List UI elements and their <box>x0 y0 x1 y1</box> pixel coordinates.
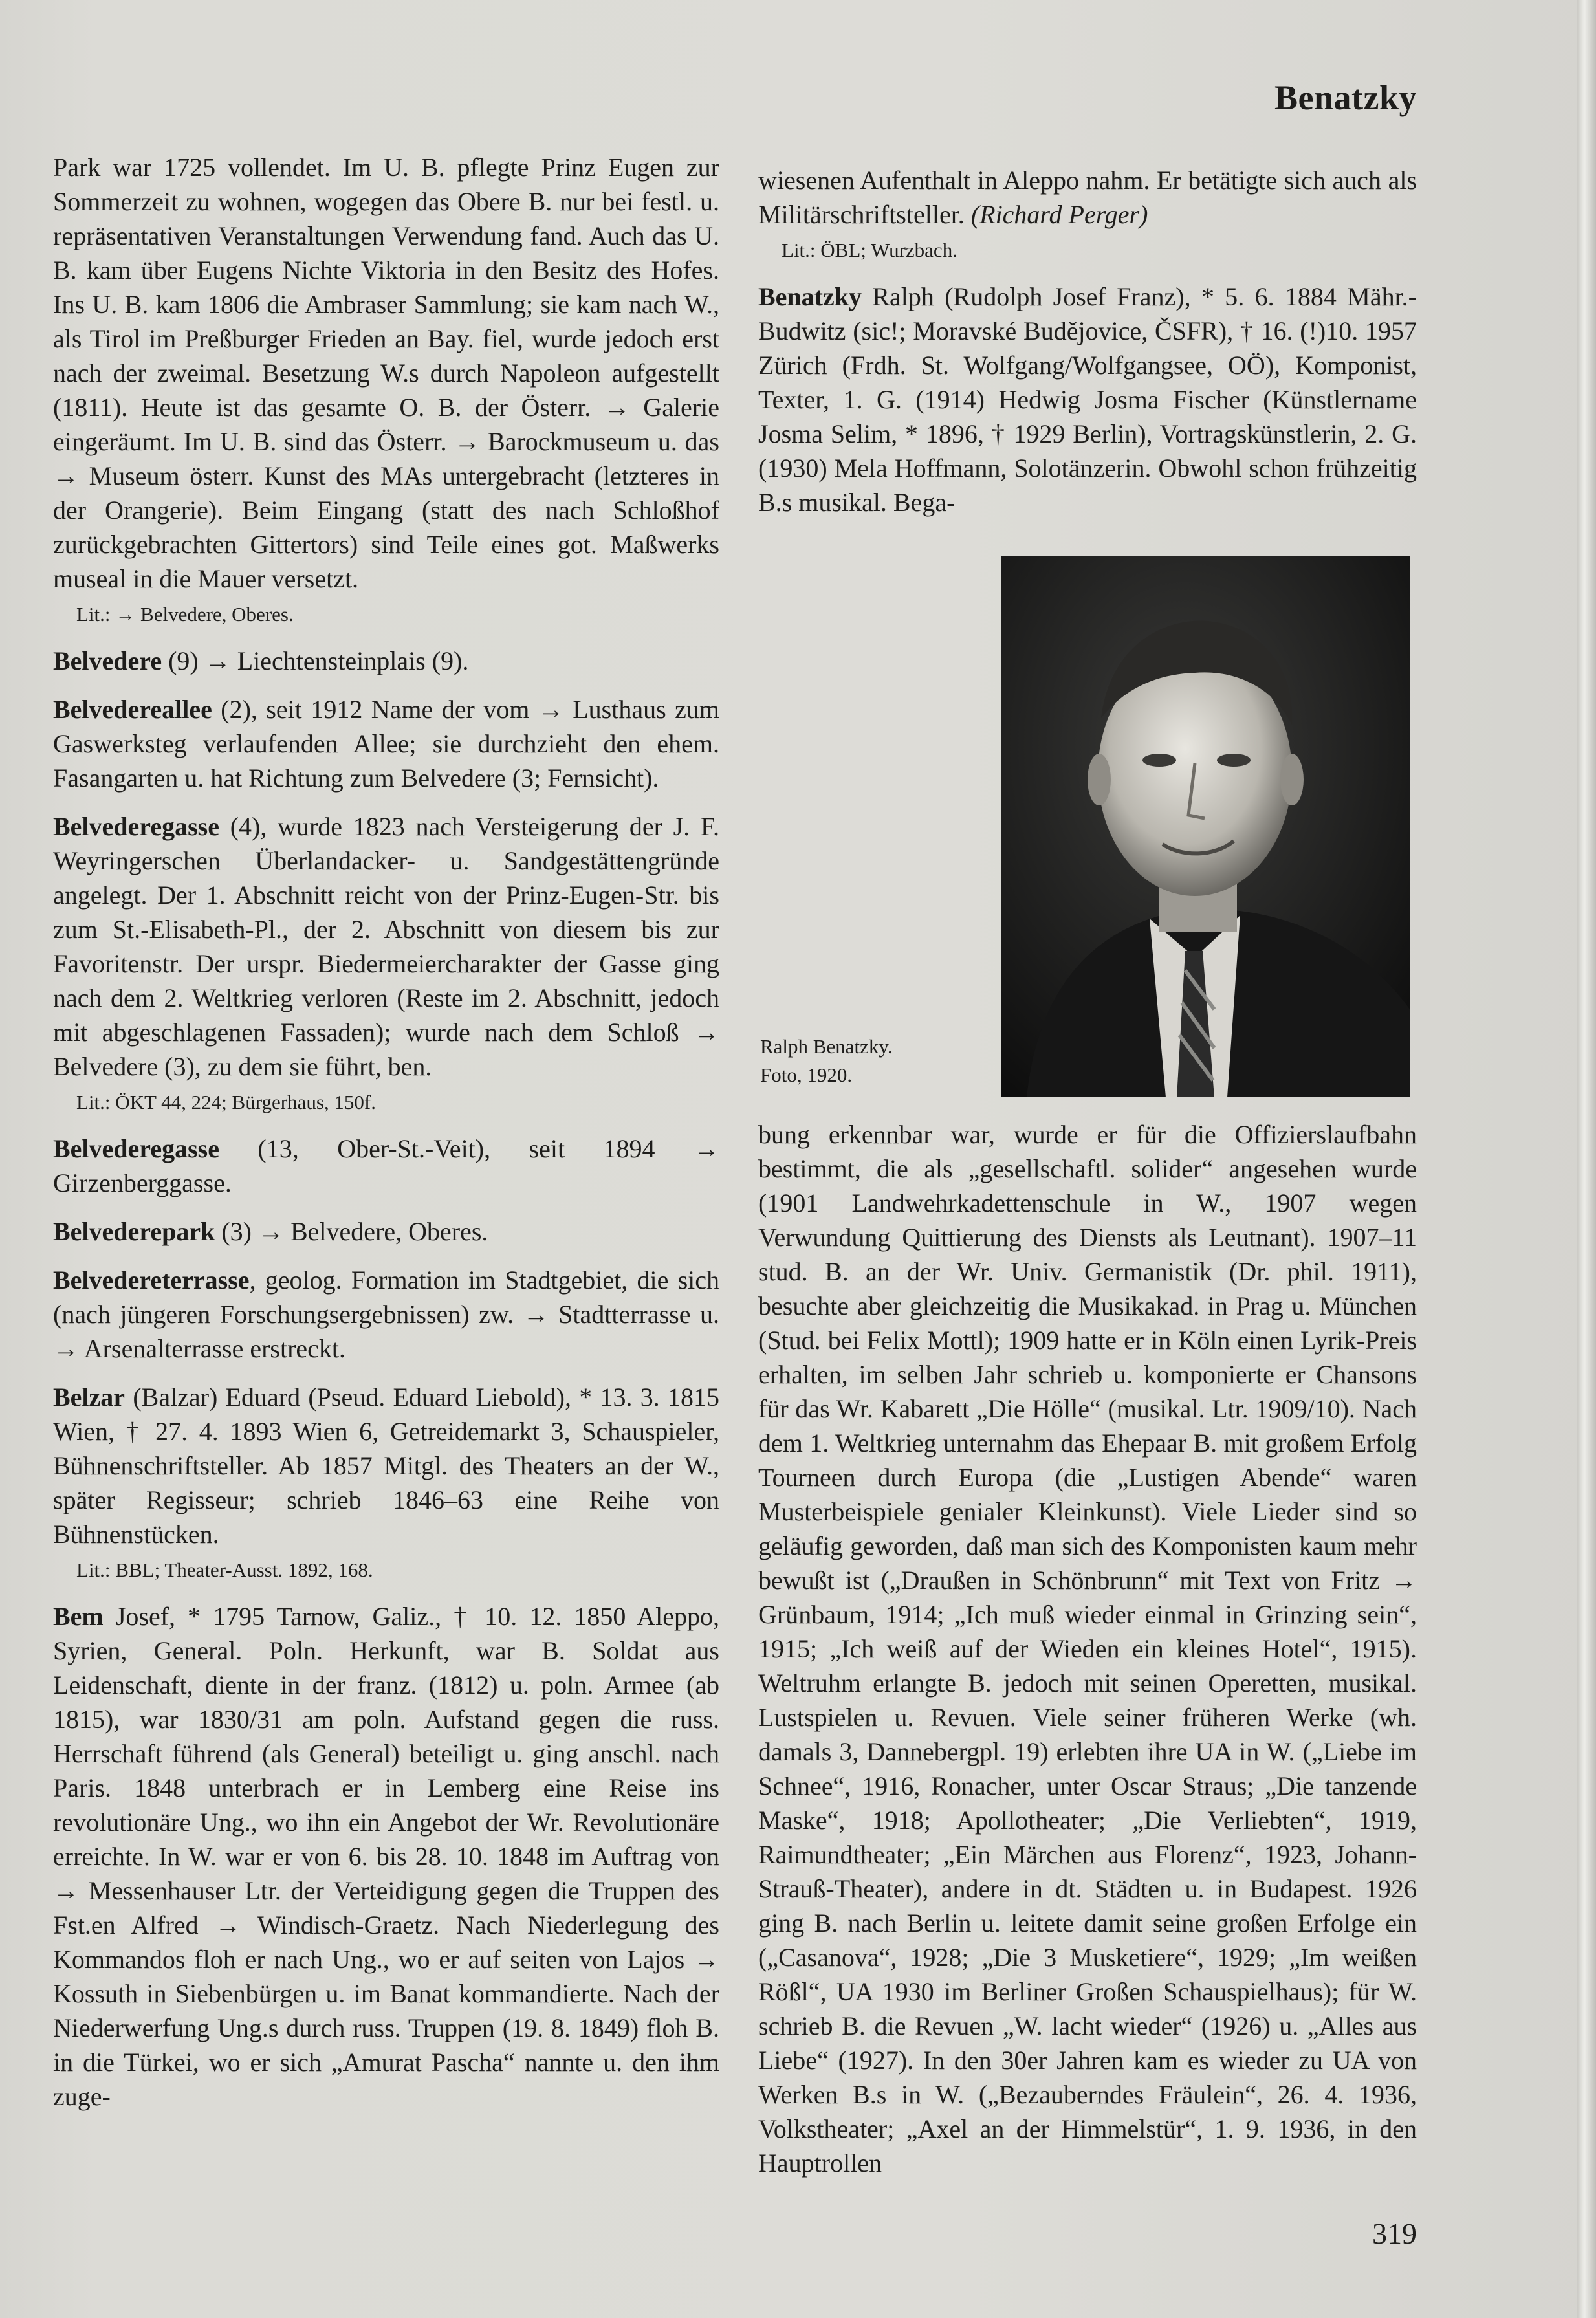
right-column-top <box>758 163 1417 519</box>
left-column <box>53 150 719 2114</box>
caption-date: Foto, 1920. <box>760 1064 853 1086</box>
entry-lemma: Bem <box>53 1602 104 1631</box>
entry-lemma: Belvederegasse <box>53 812 219 841</box>
photo-caption <box>760 1033 954 1089</box>
entry-body: Josef, * 1795 Tarnow, Galiz., † 10. 12. 1850 Aleppo, Syrien, General. Poln. Herkunft, war B. Soldat aus Leidenschaft, diente in der franz. (1812) u. poln. Armee (ab 1815), war 1830/31 am poln. Aufstand gegen die russ. Herrschaft führend (als General) beteiligt u. ging anschl. nach Paris. 1848 unterbrach er in Lemberg eine Reise ins revolutionäre Ung., wo ihn ein Angebot der Wr. Revolutionäre erreichte. In W. war er von 6. bis 28. 10. 1848 im Auftrag von → Messenhauser Ltr. der Verteidigung gegen die Truppen des Fst.en Alfred → Windisch-Graetz. Nach Niederlegung des Kommandos floh er nach Ung., wo er auf seiten von Lajos → Kossuth in Siebenbürgen u. im Banat kommandierte. Nach der Niederwerfung Ung.s durch russ. Truppen (19. 8. 1849) floh B. in die Türkei, wo er sich „Amurat Pascha“ nannte u. den ihm zuge- <box>53 1602 719 2111</box>
paragraph: Park war 1725 vollendet. Im U. B. pflegte Prinz Eugen zur Sommerzeit zu wohnen, wogegen das Obere B. nur bei festl. u. repräsentativen Veranstaltungen Verwendung fand. Auch das U. B. kam über Eugens Nichte Viktoria in den Besitz des Hofes. Ins U. B. kam 1806 die Ambraser Sammlung; sie kam nach W., als Tirol im Preßburger Frieden an Bay. fiel, wurde jedoch erst nach der zweimal. Besetzung W.s durch Napoleon aufgestellt (1811). Heute ist das gesamte O. B. der Österr. → Galerie eingeräumt. Im U. B. sind das Österr. → Barockmuseum u. das → Museum österr. Kunst des MAs untergebracht (letzteres in der Orangerie). Beim Eingang (statt des nach Schloßhof zurückgebrachten Gittertors) sind Teile eines got. Maßwerks museal in die Mauer versetzt. <box>53 153 719 593</box>
entry-lemma: Belvedereallee <box>53 695 212 724</box>
portrait-illustration <box>1001 556 1410 1097</box>
entry-body: (Balzar) Eduard (Pseud. Eduard Liebold), * 13. 3. 1815 Wien, † 27. 4. 1893 Wien 6, Getreidemarkt 3, Schauspieler, Bühnenschriftsteller. Ab 1857 Mitgl. des Theaters an der W., später Regisseur; schrieb 1846–63 eine Reihe von Bühnenstücken. <box>53 1383 719 1549</box>
entry-belvedere <box>53 644 719 678</box>
author-signature: (Richard Perger) <box>970 200 1148 229</box>
entry-belvederepark <box>53 1214 719 1249</box>
entry-lemma: Benatzky <box>758 282 862 311</box>
entry-lemma: Belvedereterrasse <box>53 1265 250 1295</box>
entry-body: (2), seit 1912 Name der vom → Lusthaus zum Gaswerksteg verlaufenden Allee; sie durchzieht den ehem. Fasangarten u. hat Richtung zum Belvedere (3; Fernsicht). <box>53 695 719 793</box>
page-edge <box>1577 0 1596 2318</box>
literature-reference: Lit.: ÖKT 44, 224; Bürgerhaus, 150f. <box>76 1091 376 1113</box>
entry-body: , geolog. Formation im Stadtgebiet, die sich (nach jüngeren Forschungsergebnissen) zw. → Stadtterrasse u. → Arsenalterrasse erstreckt. <box>53 1265 719 1363</box>
entry-body: (9) → Liechtensteinplais (9). <box>162 646 469 675</box>
entry-body: Ralph (Rudolph Josef Franz), * 5. 6. 1884 Mähr.-Budwitz (sic!; Moravské Budějovice, ČSFR), † 16. (!)10. 1957 Zürich (Frdh. St. Wolfgang/Wolfgangsee, OÖ), Komponist, Texter, 1. G. (1914) Hedwig Josma Fischer (Künstlername Josma Selim, * 1896, † 1929 Berlin), Vortragskünstlerin, 2. G. (1930) Mela Hoffmann, Solotänzerin. Obwohl schon frühzeitig B.s musikal. Bega- <box>758 282 1417 517</box>
entry-lemma: Belvedere <box>53 646 162 675</box>
paragraph <box>758 163 1417 232</box>
paragraph-text: wiesenen Aufenthalt in Aleppo nahm. Er betätigte sich auch als Militärschriftsteller. <box>758 166 1417 229</box>
entry-belvedereterrasse <box>53 1263 719 1366</box>
caption-title: Ralph Benatzky. <box>760 1035 893 1058</box>
literature-reference: Lit.: ÖBL; Wurzbach. <box>782 239 957 261</box>
entry-belzar <box>53 1380 719 1551</box>
running-head: Benatzky <box>1274 78 1417 117</box>
entry-body: (13, Ober-St.-Veit), seit 1894 → Girzenberggasse. <box>53 1134 719 1197</box>
right-column-bottom <box>758 1117 1417 2180</box>
entry-belvederegasse-4 <box>53 809 719 1084</box>
entry-body: (3) → Belvedere, Oberes. <box>215 1217 488 1246</box>
entry-lemma: Belzar <box>53 1383 126 1412</box>
literature-reference: Lit.: BBL; Theater-Ausst. 1892, 168. <box>76 1558 373 1581</box>
entry-belvedereallee <box>53 692 719 795</box>
literature-reference: Lit.: → Belvedere, Oberes. <box>76 603 294 626</box>
portrait-photo <box>1001 556 1410 1097</box>
entry-lemma: Belvederepark <box>53 1217 215 1246</box>
entry-bem <box>53 1599 719 2114</box>
entry-body: (4), wurde 1823 nach Versteigerung der J. F. Weyringerschen Überlandacker- u. Sandgestättengründe angelegt. Der 1. Abschnitt reicht von der Prinz-Eugen-Str. bis zum St.-Elisabeth-Pl., der 2. Abschnitt von diesem bis zur Favoritenstr. Der urspr. Biedermeiercharakter der Gasse ging nach dem 2. Weltkrieg verloren (Reste im 2. Abschnitt, jedoch mit abgeschlagenen Fassaden); wurde nach dem Schloß → Belvedere (3), zu dem sie führt, ben. <box>53 812 719 1081</box>
entry-belvederegasse-13 <box>53 1132 719 1200</box>
entry-benatzky <box>758 279 1417 519</box>
page-number: 319 <box>1372 2217 1417 2250</box>
entry-lemma: Belvederegasse <box>53 1134 219 1163</box>
paragraph: bung erkennbar war, wurde er für die Offizierslaufbahn bestimmt, die als „gesellschaftl. solider“ angesehen wurde (1901 Landwehrkadettenschule in W., 1907 wegen Verwundung Quittierung des Diensts als Leutnant). 1907–11 stud. B. an der Wr. Univ. Germanistik (Dr. phil. 1911), besuchte aber gleichzeitig die Musikakad. in Prag u. München (Stud. bei Felix Mottl); 1909 hatte er in Köln einen Lyrik-Preis erhalten, im selben Jahr schrieb u. komponierte er Chansons für das Wr. Kabarett „Die Hölle“ (musikal. Ltr. 1909/10). Nach dem 1. Weltkrieg unternahm das Ehepaar B. mit großem Erfolg Tourneen durch Europa (die „Lustigen Abende“ waren Musterbeispiele genialer Kleinkunst). Viele Lieder sind so geläufig geworden, daß man sich des Komponisten kaum mehr bewußt ist („Draußen in Schönbrunn“ mit Text von Fritz → Grünbaum, 1914; „Ich muß wieder einmal in Grinzing sein“, 1915; „Ich weiß auf der Wieden ein kleines Hotel“, 1915). Weltruhm erlangte B. jedoch mit seinen Operetten, musikal. Lustspielen u. Revuen. Viele seiner früheren Werke (wh. damals 3, Dannebergpl. 19) erlebten ihre UA in W. („Liebe im Schnee“, 1916, Ronacher, unter Oscar Straus; „Die tanzende Maske“, 1918; Apollotheater; „Die Verliebten“, 1919, Raimundtheater; „Ein Märchen aus Florenz“, 1923, Johann-Strauß-Theater), andere in dt. Städten u. in Budapest. 1926 ging B. nach Berlin u. leitete damit seine großen Erfolge ein („Casanova“, 1928; „Die 3 Musketiere“, 1929; „Im weißen Rößl“, UA 1930 im Berliner Großen Schauspielhaus); für W. schrieb B. die Revuen „W. lacht wieder“ (1926) u. „Alles aus Liebe“ (1927). In den 30er Jahren kam es wieder zu UA von Werken B.s in W. („Bezauberndes Fräulein“, 26. 4. 1936, Volkstheater; „Axel an der Himmelstür“, 1. 9. 1936, in den Hauptrollen <box>758 1120 1417 2178</box>
